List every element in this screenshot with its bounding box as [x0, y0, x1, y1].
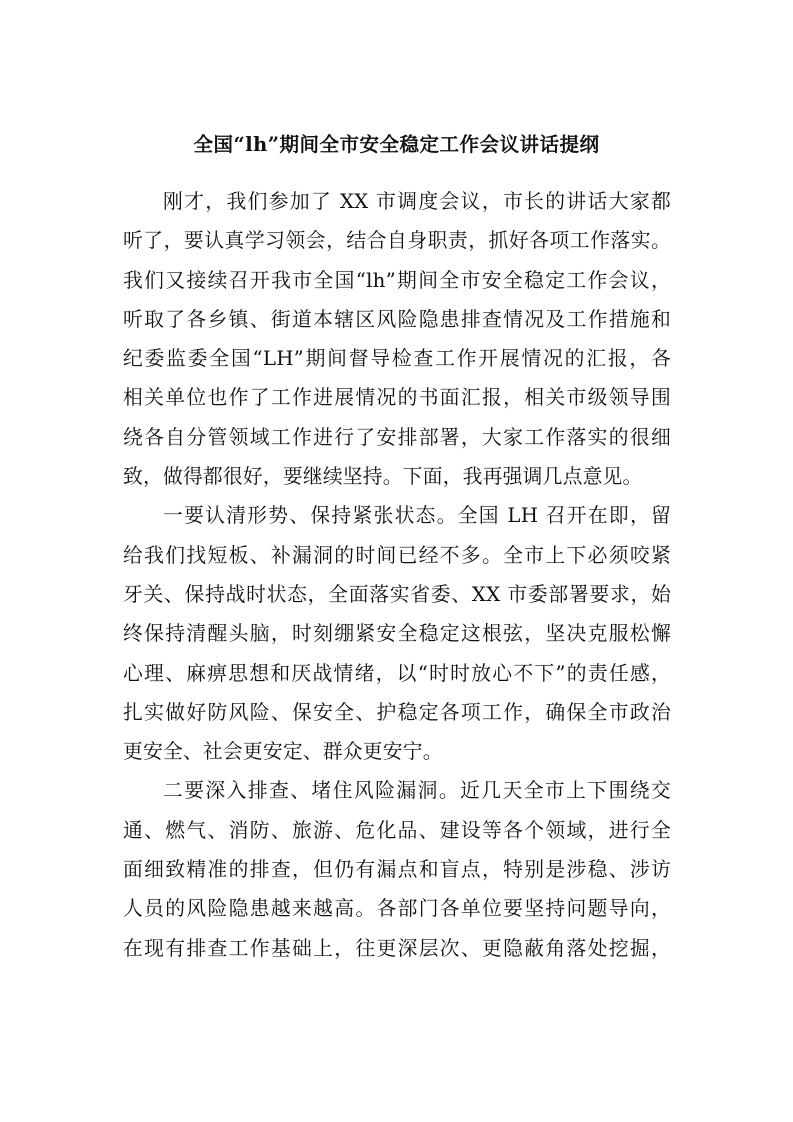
text-line: 听取了各乡镇、街道本辖区风险隐患排查情况及工作措施和 [123, 307, 671, 331]
text-line: 绕各自分管领域工作进行了安排部署，大家工作落实的很细 [123, 425, 671, 449]
document-title: 全国“lh”期间全市安全稳定工作会议讲话提纲 [193, 133, 600, 156]
paragraph-point-one [123, 496, 671, 771]
text-line: 更安全、社会更安定、群众更安宁。 [123, 740, 443, 764]
text-line: 在现有排查工作基础上，往更深层次、更隐蔽角落处挖掘， [123, 936, 671, 960]
text-line: 一要认清形势、保持紧张状态。全国 LH 召开在即，留 [163, 504, 671, 528]
text-line: 扎实做好防风险、保安全、护稳定各项工作，确保全市政治 [123, 700, 671, 724]
text-line: 我们又接续召开我市全国“lh”期间全市安全稳定工作会议， [123, 268, 671, 292]
text-line: 牙关、保持战时状态，全面落实省委、XX 市委部署要求，始 [123, 582, 671, 606]
text-line: 心理、麻痹思想和厌战情绪，以“时时放心不下”的责任感， [123, 661, 671, 685]
text-line: 纪委监委全国“LH”期间督导检查工作开展情况的汇报，各 [123, 347, 671, 371]
paragraph-intro [123, 182, 671, 496]
text-line: 通、燃气、消防、旅游、危化品、建设等各个领域，进行全 [123, 818, 671, 842]
text-line: 人员的风险隐患越来越高。各部门各单位要坚持问题导向， [123, 897, 671, 921]
text-line: 相关单位也作了工作进展情况的书面汇报，相关市级领导围 [123, 386, 671, 410]
text-line: 给我们找短板、补漏洞的时间已经不多。全市上下必须咬紧 [123, 543, 671, 567]
text-line: 听了，要认真学习领会，结合自身职责，抓好各项工作落实。 [123, 229, 671, 253]
paragraph-point-two [123, 771, 671, 967]
text-line: 面细致精准的排查，但仍有漏点和盲点，特别是涉稳、涉访 [123, 858, 671, 882]
text-line: 二要深入排查、堵住风险漏洞。近几天全市上下围绕交 [163, 779, 671, 803]
text-line: 致，做得都很好，要继续坚持。下面，我再强调几点意见。 [123, 465, 643, 489]
document-body [123, 182, 671, 968]
text-line: 刚才，我们参加了 XX 市调度会议，市长的讲话大家都 [163, 190, 671, 213]
text-line: 终保持清醒头脑，时刻绷紧安全稳定这根弦，坚决克服松懈 [123, 622, 671, 646]
